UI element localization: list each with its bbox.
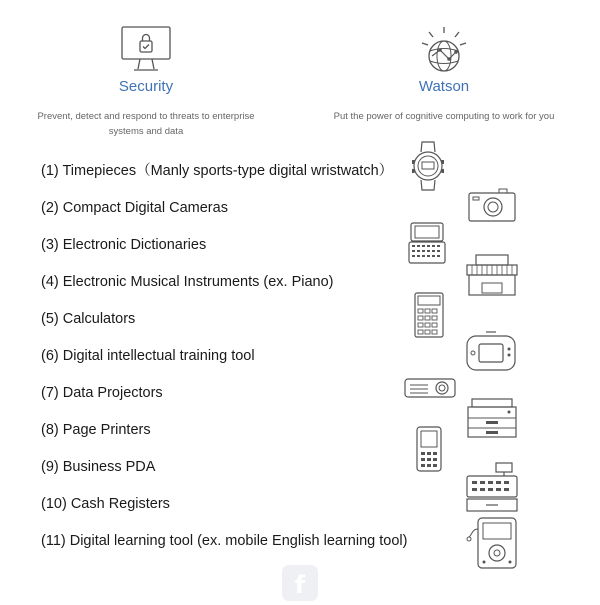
watson-description [326, 109, 562, 124]
list-item: (2) Compact Digital Cameras [41, 200, 228, 216]
electronic-dictionary-icon [408, 222, 446, 264]
projector-icon [404, 376, 456, 400]
list-item: (3) Electronic Dictionaries [41, 237, 207, 253]
security-description-line: systems and data [108, 126, 184, 137]
list-item: (10) Cash Registers [41, 496, 170, 512]
learning-tool-icon [466, 517, 518, 569]
list-item: (1) Timepieces（Manly sports-type digital wristwatch） [41, 163, 394, 179]
list-item: (8) Page Printers [41, 422, 151, 438]
camera-icon [468, 188, 516, 222]
cash-register-icon [466, 462, 518, 512]
watson-globe-icon [418, 26, 470, 74]
list-item: (7) Data Projectors [41, 385, 163, 401]
list-item: (5) Calculators [41, 311, 136, 327]
monitor-lock-icon [120, 26, 172, 74]
security-description-line: Prevent, detect and respond to threats to enterprise [37, 111, 255, 122]
watson-card [326, 26, 562, 124]
security-description [28, 109, 264, 139]
facebook-icon: f [294, 571, 306, 599]
calculator-icon [414, 292, 444, 338]
security-title[interactable]: Security [118, 78, 174, 95]
pda-icon [416, 426, 442, 472]
list-item: (4) Electronic Musical Instruments (ex. Piano) [41, 274, 334, 290]
security-card [28, 26, 264, 139]
product-category-list [41, 158, 407, 565]
wristwatch-icon [412, 140, 444, 192]
training-tool-icon [466, 331, 516, 371]
watson-description-line: Put the power of cognitive computing to work for you [333, 111, 555, 122]
list-item: (9) Business PDA [41, 459, 156, 475]
digital-piano-icon [466, 254, 518, 298]
watson-title[interactable]: Watson [418, 78, 470, 95]
facebook-share-button[interactable] [282, 565, 318, 601]
list-item: (11) Digital learning tool (ex. mobile English learning tool) [41, 533, 408, 549]
list-item: (6) Digital intellectual training tool [41, 348, 255, 364]
page-printer-icon [467, 398, 517, 438]
